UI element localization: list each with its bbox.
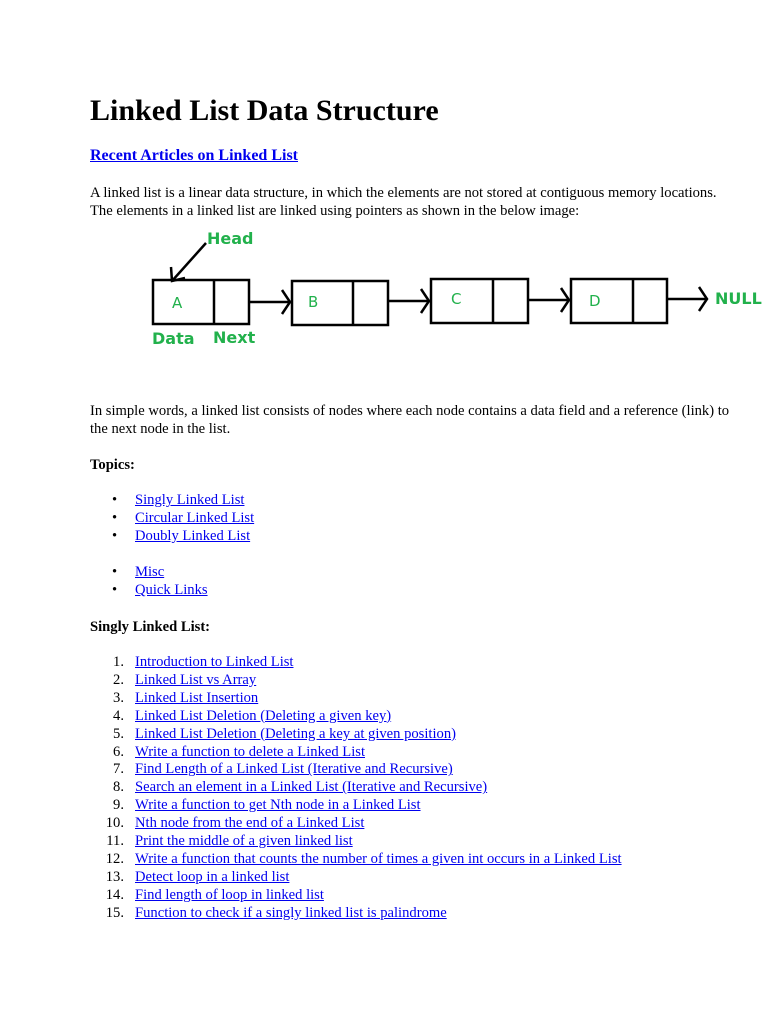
head-label: Head (207, 229, 254, 248)
topic-link-quick-links[interactable]: Quick Links (135, 581, 208, 598)
article-list-item (90, 744, 622, 762)
article-list-item (90, 690, 622, 708)
article-number: 15. (105, 904, 124, 921)
article-list-item (90, 654, 622, 672)
recent-articles-link[interactable]: Recent Articles on Linked List (90, 147, 298, 164)
article-list-item (90, 797, 622, 815)
topics-heading: Topics: (90, 457, 135, 473)
article-list-item (90, 833, 622, 851)
linked-list-diagram (140, 226, 765, 351)
singly-linked-list-heading: Singly Linked List: (90, 619, 211, 635)
article-link[interactable]: Linked List vs Array (135, 671, 257, 688)
topic-item (90, 510, 254, 528)
article-number: 12. (105, 850, 124, 867)
arrow-d-null (667, 287, 707, 311)
article-link[interactable]: Linked List Deletion (Deleting a key at given position) (135, 725, 456, 742)
article-link[interactable]: Print the middle of a given linked list (135, 833, 353, 850)
singly-articles-list (90, 654, 622, 923)
node-c-data: C (451, 290, 462, 308)
article-list-item (90, 708, 622, 726)
node-d-data: D (589, 292, 601, 310)
article-number: 9. (113, 797, 124, 814)
article-number: 8. (113, 779, 124, 796)
simple-words-paragraph: In simple words, a linked list consists of nodes where each node contains a data field and a reference (link) to the next node in the list. (90, 403, 730, 437)
article-list-item (90, 851, 622, 869)
node-d (571, 279, 667, 323)
article-link[interactable]: Function to check if a singly linked list is palindrome (135, 904, 447, 921)
article-number: 4. (113, 707, 124, 724)
topic-link-misc[interactable]: Misc (135, 564, 165, 580)
node-b (292, 281, 388, 325)
arrow-b-c (388, 289, 429, 313)
article-number: 7. (113, 761, 124, 778)
article-list-item (90, 815, 622, 833)
article-link[interactable]: Search an element in a Linked List (Iterative and Recursive) (135, 779, 488, 796)
article-list-item (90, 726, 622, 744)
topics-list (90, 492, 254, 546)
article-link[interactable]: Write a function to delete a Linked List (135, 743, 365, 760)
article-link[interactable]: Write a function to get Nth node in a Linked List (135, 797, 421, 814)
topic-link-doubly[interactable]: Doubly Linked List (135, 527, 251, 544)
topic-item (90, 528, 254, 546)
article-number: 10. (105, 815, 124, 832)
article-list-item (90, 887, 622, 905)
arrow-c-d (528, 288, 569, 312)
article-number: 14. (105, 886, 124, 903)
article-list-item (90, 905, 622, 923)
article-link[interactable]: Find Length of a Linked List (Iterative and Recursive) (135, 761, 453, 778)
node-c (431, 279, 528, 323)
article-list-item (90, 672, 622, 690)
node-a-data: A (172, 294, 183, 312)
topic-item (90, 582, 208, 600)
article-link[interactable]: Linked List Insertion (135, 689, 259, 706)
topic-item (90, 564, 208, 582)
page-title: Linked List Data Structure (90, 94, 439, 127)
intro-paragraph: A linked list is a linear data structure, in which the elements are not stored at contiguous memory locations. The elements in a linked list are linked using pointers as shown in the below image: (90, 185, 717, 219)
article-list-item (90, 779, 622, 797)
topic-link-singly[interactable]: Singly Linked List (135, 492, 245, 508)
topic-item (90, 492, 254, 510)
article-list-item (90, 761, 622, 779)
topics-extra-list (90, 564, 208, 600)
article-number: 2. (113, 671, 124, 688)
article-number: 1. (113, 654, 124, 670)
article-link[interactable]: Write a function that counts the number of times a given int occurs in a Linked List (135, 850, 622, 867)
article-number: 11. (106, 833, 124, 850)
article-link[interactable]: Find length of loop in linked list (135, 886, 324, 903)
article-number: 3. (113, 689, 124, 706)
article-list-item (90, 869, 622, 887)
node-a (153, 280, 249, 324)
article-link[interactable]: Introduction to Linked List (135, 654, 294, 670)
article-link[interactable]: Detect loop in a linked list (135, 868, 290, 885)
article-number: 13. (105, 868, 124, 885)
article-number: 5. (113, 725, 124, 742)
data-label: Data (152, 329, 195, 348)
head-pointer-arrow (172, 243, 206, 281)
article-number: 6. (113, 743, 124, 760)
node-b-data: B (308, 293, 319, 311)
next-label: Next (213, 328, 256, 347)
null-label: NULL (715, 289, 762, 308)
arrow-a-b (249, 290, 290, 314)
topic-link-circular[interactable]: Circular Linked List (135, 509, 255, 526)
article-link[interactable]: Nth node from the end of a Linked List (135, 815, 365, 832)
article-link[interactable]: Linked List Deletion (Deleting a given key) (135, 707, 392, 724)
